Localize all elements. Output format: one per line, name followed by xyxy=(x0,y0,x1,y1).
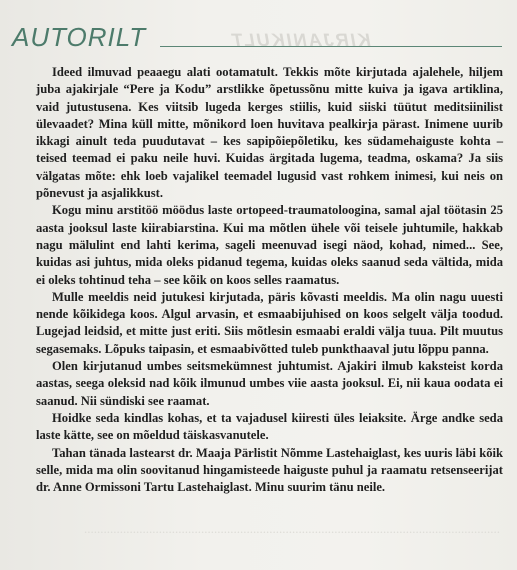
paragraph-2: Kogu minu arstitöö möödus laste ortopeed-traumatoloogina, samal ajal töötasin 25 aasta jooksul laste kiirabiarstina. Kui ma mõtlen ühele või teisele juhtumile, hakkab nagu mälulint end lahti kerima, sageli meenuvad isegi näod, kohad, nimed... See, kuidas asi juhtus, mida oleks pidanud tegema, kuidas oleks saanud seda vältida, mida ei oleks tohtinud teha – see kõik on koos selles raamatus. xyxy=(36,203,503,287)
paragraph-6: Tahan tänada lastearst dr. Maaja Pärlistit Nõmme Lastehaiglast, kes uuris läbi kõik selle, mida ma olin soovitanud hingamisteede haiguste puhul ja raamatu retsenseerijat dr. Anne Ormissoni Tartu Lastehaiglast. Minu suurim tänu neile. xyxy=(36,445,503,495)
body-text xyxy=(36,64,503,496)
paragraph-5: Hoidke seda kindlas kohas, et ta vajadusel kiiresti üles leiaksite. Ärge andke seda laste kätte, see on mõeldud täiskasvanutele. xyxy=(36,410,503,443)
paragraph-1: Ideed ilmuvad peaaegu alati ootamatult. Tekkis mõte kirjutada ajalehele, hiljem juba ajakirjale “Pere ja Kodu” arstlikke õpetussõnu mitte kuiva ja igava artiklina, vaid jutustusena. Kes viitsib lugeda kerges stiilis, kuid siiski tüütut meditsiinilist ülevaadet? Mina küll mitte, mõnikord loen huvitava pealkirja pärast. Inimene uurib ikkagi ainult teda puudutavat – kes sapipõiepõletiku, kes südamehaiguste kohta – teised teemad ei paku neile huvi. Kuidas ärgitada lugema, teadma, oskama? Ja siis välgatas mõte: ehk loeb vajalikel teemadel lugusid vast rohkem inimesi, kui neis on põnevust ja asjalikkust. xyxy=(36,65,503,201)
paragraph-4: Olen kirjutanud umbes seitsmekümnest juhtumist. Ajakiri ilmub kaksteist korda aastas, seega oleksid nad kõik ilmunud umbes viie aasta jooksul. Ei, nii kaua oodata ei saanud. Nii sündiski see raamat. xyxy=(36,359,503,408)
bleed-through-heading: KIRJANIKULT xyxy=(228,30,373,50)
heading-title: AUTORILT xyxy=(12,22,147,52)
heading-rule xyxy=(160,46,502,47)
bleed-through-text: ................................................................................................................................ xyxy=(84,521,500,536)
paragraph-3: Mulle meeldis neid jutukesi kirjutada, päris kõvasti meeldis. Ma olin nagu uuesti nende kõikidega koos. Algul arvasin, et esmaabijuhised on koos selgelt välja toodud. Lugejad leidsid, et mitte just eriti. Siis mõtlesin esmaabi eraldi välja tuua. Pilt muutus segasemaks. Lõpuks taipasin, et esmaabivõtted tuleb punkthaaval jutu lõppu panna. xyxy=(36,289,503,356)
section-heading xyxy=(12,22,502,52)
